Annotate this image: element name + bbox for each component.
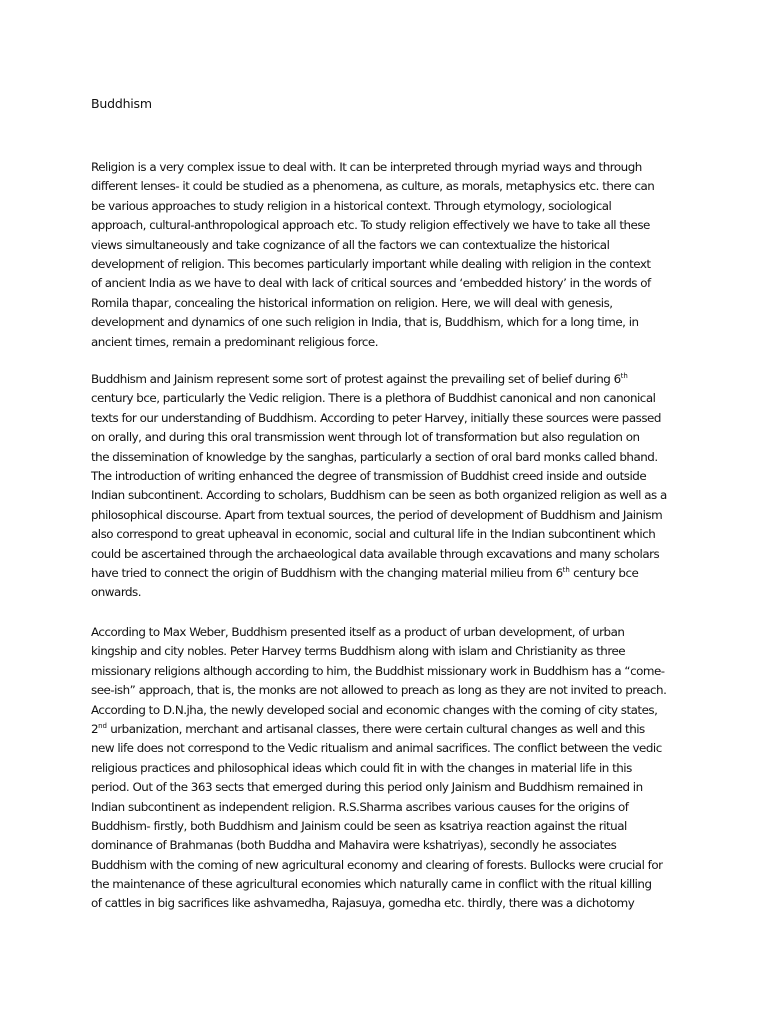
line-text: urbanization, merchant and artisanal classes, there were certain cultural changes as well and this: [106, 721, 645, 736]
text-line: Indian subcontinent. According to scholars, Buddhism can be seen as both organized religion as well as a: [91, 488, 667, 503]
text-line: According to D.N.jha, the newly developed social and economic changes with the coming of city states,: [91, 702, 658, 717]
line-text: century bce: [569, 565, 639, 580]
text-line: kingship and city nobles. Peter Harvey terms Buddhism along with islam and Christianity as three: [91, 644, 626, 659]
text-line: religious practices and philosophical ideas which could fit in with the changes in material life in this: [91, 760, 632, 775]
text-line: ancient times, remain a predominant religious force.: [91, 334, 378, 349]
text-line: development and dynamics of one such religion in India, that is, Buddhism, which for a long time, in: [91, 315, 639, 330]
ordinal-superscript: th: [562, 565, 570, 574]
text-line: philosophical discourse. Apart from textual sources, the period of development of Buddhism and Jainism: [91, 507, 663, 522]
text-line: Indian subcontinent as independent religion. R.S.Sharma ascribes various causes for the origins of: [91, 799, 629, 814]
text-line: could be ascertained through the archaeological data available through excavations and many scholars: [91, 546, 660, 561]
text-line: century bce, particularly the Vedic religion. There is a plethora of Buddhist canonical and non canonical: [91, 391, 656, 406]
text-line: the maintenance of these agricultural economies which naturally came in conflict with the ritual killing: [91, 877, 652, 892]
text-line: on orally, and during this oral transmission went through lot of transformation but also regulation on: [91, 430, 640, 445]
paragraph-3: [91, 623, 691, 914]
text-line: Buddhism- firstly, both Buddhism and Jainism could be seen as ksatriya reaction against the ritual: [91, 818, 627, 833]
text-line: The introduction of writing enhanced the degree of transmission of Buddhist creed inside and outside: [91, 468, 647, 483]
line-text: Buddhism and Jainism represent some sort of protest against the prevailing set of belief during 6: [91, 372, 621, 386]
ordinal-superscript: nd: [98, 721, 107, 730]
text-line: see-ish” approach, that is, the monks are not allowed to preach as long as they are not invited to preach.: [91, 683, 667, 698]
text-line: missionary religions although according to him, the Buddhist missionary work in Buddhism has a “come-: [91, 663, 665, 678]
text-line: Religion is a very complex issue to deal with. It can be interpreted through myriad ways and through: [91, 160, 642, 174]
text-line: Buddhism with the coming of new agricultural economy and clearing of forests. Bullocks were crucial for: [91, 857, 663, 872]
paragraph-2: [91, 370, 691, 603]
text-line: Romila thapar, concealing the historical information on religion. Here, we will deal with genesis,: [91, 295, 613, 310]
text-line: dominance of Brahmanas (both Buddha and Mahavira were kshatriyas), secondly he associates: [91, 838, 617, 853]
text-line: [91, 564, 691, 583]
text-line: development of religion. This becomes particularly important while dealing with religion in the context: [91, 256, 651, 271]
line-text: 2: [91, 721, 99, 736]
document-title: Buddhism: [91, 96, 152, 111]
text-line: views simultaneously and take cognizance of all the factors we can contextualize the historical: [91, 237, 610, 252]
text-line: also correspond to great upheaval in economic, social and cultural life in the Indian subcontinent which: [91, 527, 656, 542]
ordinal-superscript: th: [620, 372, 628, 381]
text-line: approach, cultural-anthropological approach etc. To study religion effectively we have to take all these: [91, 218, 650, 233]
text-line: of ancient India as we have to deal with lack of critical sources and ‘embedded history’ in the words of: [91, 276, 651, 291]
text-line: the dissemination of knowledge by the sanghas, particularly a section of oral bard monks called bhand.: [91, 449, 658, 464]
text-line: new life does not correspond to the Vedic ritualism and animal sacrifices. The conflict between the vedic: [91, 741, 662, 756]
line-text: have tried to connect the origin of Buddhism with the changing material milieu from 6: [91, 565, 563, 580]
text-line: of cattles in big sacrifices like ashvamedha, Rajasuya, gomedha etc. thirdly, there was a dichotomy: [91, 896, 635, 911]
paragraph-1: [91, 158, 691, 352]
text-line: [91, 370, 691, 389]
text-line: [91, 720, 691, 739]
text-line: texts for our understanding of Buddhism. According to peter Harvey, initially these sources were passed: [91, 410, 661, 425]
text-line: period. Out of the 363 sects that emerged during this period only Jainism and Buddhism remained in: [91, 780, 643, 795]
text-line: According to Max Weber, Buddhism presented itself as a product of urban development, of urban: [91, 625, 625, 639]
text-line: be various approaches to study religion in a historical context. Through etymology, sociological: [91, 198, 612, 213]
text-line: onwards.: [91, 585, 142, 600]
text-line: different lenses- it could be studied as a phenomena, as culture, as morals, metaphysics etc. there can: [91, 179, 655, 194]
